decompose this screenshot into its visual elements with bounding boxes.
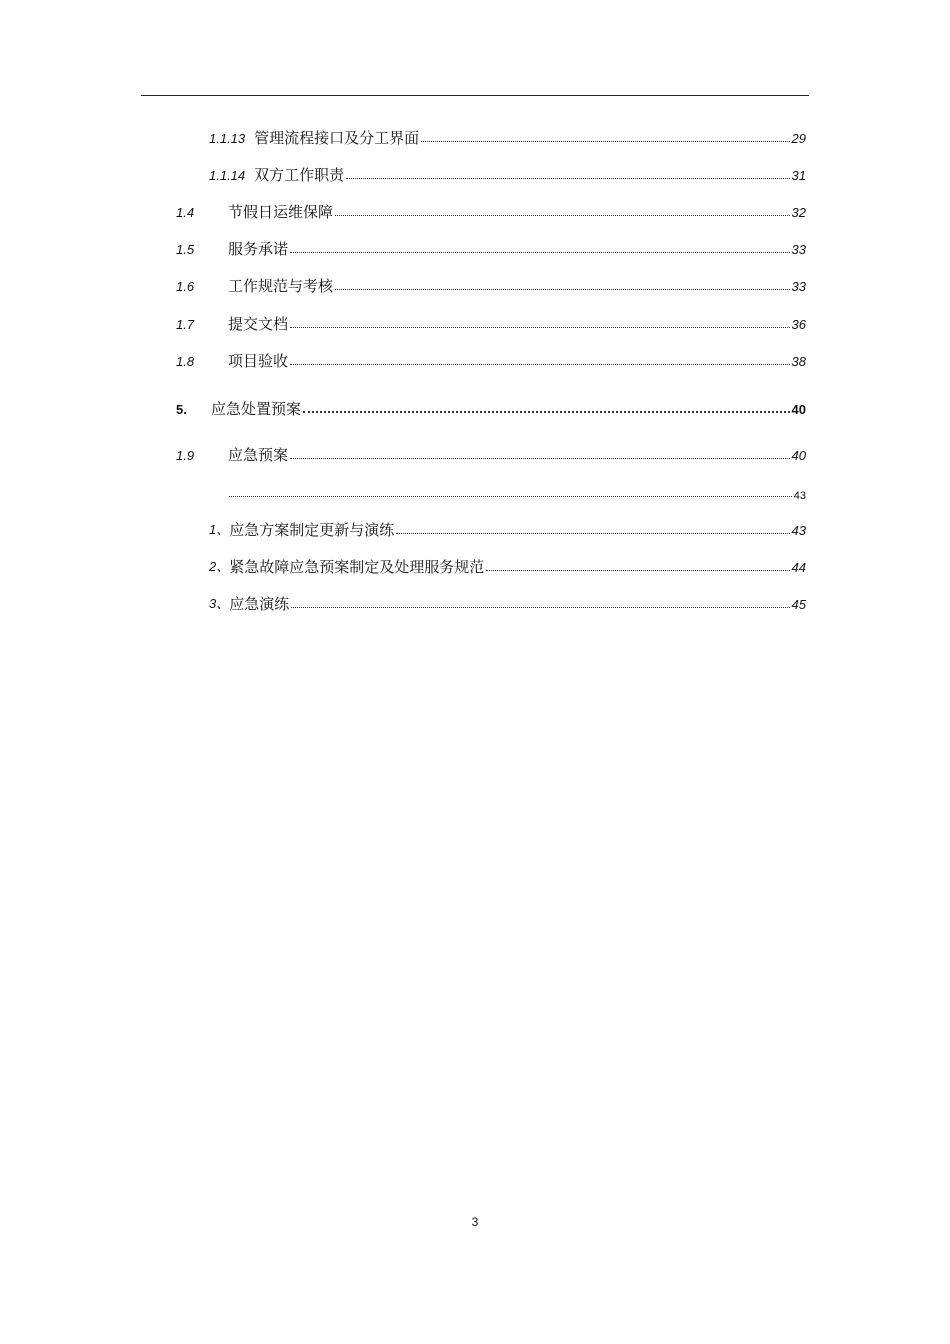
toc-entry-number: 1.7 xyxy=(176,317,195,332)
toc-entry[interactable] xyxy=(209,161,806,183)
toc-entry-title: 应急预案 xyxy=(228,446,289,464)
toc-entry-untitled[interactable] xyxy=(227,480,806,502)
dot-leader xyxy=(290,364,790,365)
toc-entry[interactable] xyxy=(176,441,806,463)
toc-entry-number: 3、 xyxy=(209,596,230,611)
dot-leader xyxy=(291,607,789,608)
toc-entry-title: 应急演练 xyxy=(229,595,290,613)
toc-entry[interactable] xyxy=(176,347,806,369)
toc-entry-title: 项目验收 xyxy=(228,352,289,370)
toc-entry-number: 1、 xyxy=(209,522,230,537)
toc-entry-title: 双方工作职责 xyxy=(254,166,345,184)
toc-entry-page: 31 xyxy=(791,168,806,183)
toc-entry[interactable] xyxy=(176,235,806,257)
dot-leader xyxy=(290,458,790,459)
toc-entry-page: 40 xyxy=(791,448,806,463)
toc-entry-page: 40 xyxy=(791,402,806,417)
toc-entry-title: 应急方案制定更新与演练 xyxy=(229,521,395,539)
dot-leader xyxy=(396,533,789,534)
dot-leader xyxy=(229,496,792,497)
dot-leader xyxy=(303,411,790,413)
toc-entry-number: 1.1.14 xyxy=(209,168,246,183)
toc-entry-chapter[interactable] xyxy=(176,395,806,417)
toc-entry-title: 应急处置预案 xyxy=(211,400,302,418)
toc-entry[interactable] xyxy=(176,198,806,220)
toc-entry-title: 紧急故障应急预案制定及处理服务规范 xyxy=(229,558,485,576)
toc-entry-page: 44 xyxy=(791,560,806,575)
dot-leader xyxy=(290,252,790,253)
toc-entry-page: 43 xyxy=(793,490,806,502)
toc-entry[interactable] xyxy=(209,590,806,612)
header-rule xyxy=(141,95,809,96)
dot-leader xyxy=(421,141,789,142)
dot-leader xyxy=(335,215,790,216)
dot-leader xyxy=(290,327,790,328)
toc-entry-title: 管理流程接口及分工界面 xyxy=(254,129,420,147)
dot-leader xyxy=(346,178,789,179)
toc-entry-number: 1.1.13 xyxy=(209,131,246,146)
toc-entry[interactable] xyxy=(176,272,806,294)
toc-entry-page: 36 xyxy=(791,317,806,332)
toc-entry-number: 1.4 xyxy=(176,205,195,220)
toc-entry[interactable] xyxy=(209,124,806,146)
toc-entry-number: 1.5 xyxy=(176,242,195,257)
toc-entry-number: 2、 xyxy=(209,559,230,574)
toc-entry-title: 服务承诺 xyxy=(228,240,289,258)
toc-entry-number: 5. xyxy=(176,402,187,417)
toc-entry-number: 1.6 xyxy=(176,279,195,294)
toc-entry-page: 45 xyxy=(791,597,806,612)
toc-entry-page: 29 xyxy=(791,131,806,146)
page-number: 3 xyxy=(471,1215,479,1229)
toc-entry-page: 38 xyxy=(791,354,806,369)
toc-entry-page: 33 xyxy=(791,279,806,294)
toc-entry-title: 节假日运维保障 xyxy=(228,203,334,221)
toc-entry-page: 43 xyxy=(791,523,806,538)
toc-entry-number: 1.9 xyxy=(176,448,195,463)
dot-leader xyxy=(335,289,790,290)
toc-entry[interactable] xyxy=(209,516,806,538)
toc-entry[interactable] xyxy=(176,310,806,332)
toc-entry-title: 工作规范与考核 xyxy=(228,277,334,295)
toc-entry-number: 1.8 xyxy=(176,354,195,369)
dot-leader xyxy=(486,570,789,571)
toc-entry-page: 32 xyxy=(791,205,806,220)
toc-entry-title: 提交文档 xyxy=(228,315,289,333)
toc-entry[interactable] xyxy=(209,553,806,575)
toc-entry-page: 33 xyxy=(791,242,806,257)
